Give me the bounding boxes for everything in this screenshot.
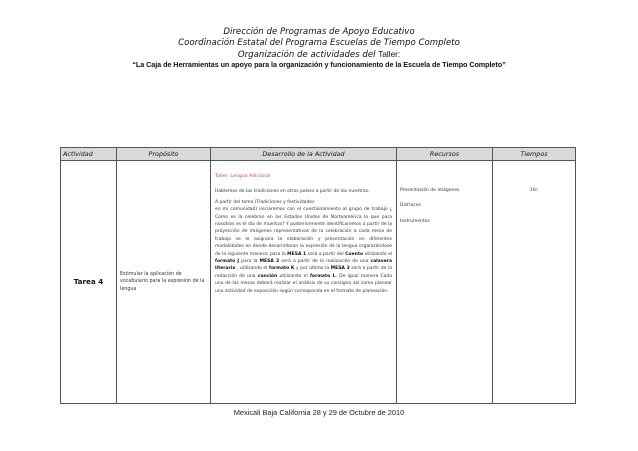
resource-item: Disfraces — [400, 203, 421, 209]
resource-item: Presentación de imágenes — [400, 188, 460, 193]
header-line-1: Dirección de Programas de Apoyo Educativo — [223, 27, 415, 37]
workshop-subtitle: Taller: Lengua Adicional — [215, 174, 271, 179]
table-header-row — [61, 148, 576, 161]
column-header-desarrollo: Desarrollo de la Actividad — [211, 148, 397, 161]
desarrollo-intro: Hablemos de las tradiciones en otros países a partir de las nuestras. — [215, 189, 370, 195]
column-header-proposito: Propósito — [117, 148, 211, 161]
header-taller-label: Taller: — [378, 50, 401, 59]
resource-item: Instrumentos — [400, 218, 430, 224]
cell-proposito: Estimular la aplicación de vocabulario para la expresión de la lengua — [117, 161, 211, 404]
desarrollo-topic-line: A partir del tema (Tradiciones y festividades — [215, 199, 315, 205]
column-header-actividad: Actividad — [61, 148, 117, 161]
table-row — [61, 161, 576, 404]
workshop-title: “La Caja de Herramientas un apoyo para la organización y funcionamiento de la Escuela de Tiempo Completo” — [132, 60, 506, 69]
header-line-2: Coordinación Estatal del Programa Escuelas de Tiempo Completo — [178, 38, 460, 48]
footer-location-date: Mexicali Baja California 28 y 29 de Octubre de 2010 — [233, 408, 405, 417]
cell-actividad: Tarea 4 — [61, 161, 117, 404]
header-line-3-text: Organización de actividades del — [237, 50, 379, 60]
column-header-recursos: Recursos — [397, 148, 493, 161]
cell-recursos — [397, 161, 493, 404]
cell-desarrollo — [211, 161, 397, 404]
column-header-tiempos: Tiempos — [493, 148, 576, 161]
activities-table — [60, 147, 576, 404]
desarrollo-body: en mi comunidad) iniciaremos con el cuestionamiento al grupo de trabajo ¿ Como es la celebran en los Estados Unidos de Norteamérica lo que para nosotros es el día de muertos? Y posteriormente identificaremos a partir de la proyección de imágenes representativas de la celebración a cada mesa de trabajo se le asignara la elaboración y presentación en diferentes modalidades en donde desarrollaran la expresión de la lengua organizándose de la siguiente manera: para la MESA 1 será a partir del Cuento utilizando el formato J para la MESA 2 será a partir de la realización de una calavera literaria , utilizando el formato K y por último la MESA 3 será a partir de la redacción de una canción utilizando el formato L. De igual manera Cada una de las mesas deberá realizar el análisis de su consigna así como planear una actividad de exposición según corresponda en el formato de planeación. — [215, 207, 393, 294]
cell-tiempos: 1hr. — [493, 161, 576, 404]
